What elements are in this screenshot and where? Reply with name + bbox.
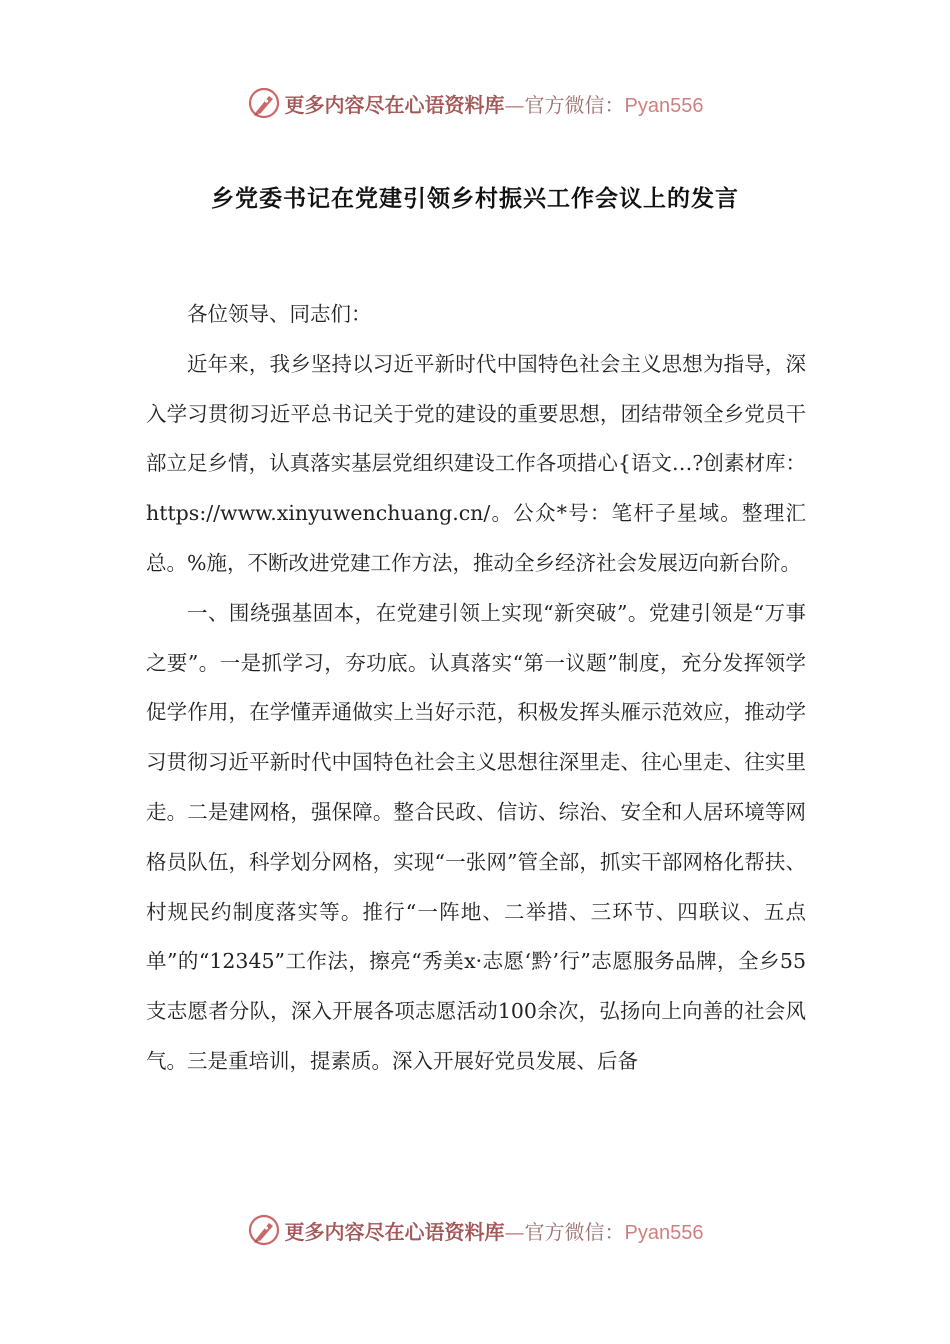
watermark-text: 更多内容尽在心语资料库—官方微信：Pyan556 [284, 92, 704, 117]
document-title: 乡党委书记在党建引领乡村振兴工作会议上的发言 [211, 186, 739, 212]
document-body [146, 290, 806, 1087]
footer-watermark [0, 1210, 950, 1250]
body-paragraph: 一、围绕强基固本，在党建引领上实现“新突破”。党建引领是“万事之要”。一是抓学习，夯功底。认真落实“第一议题”制度，充分发挥领学促学作用，在学懂弄通做实上当好示范，积极发挥头雁示范效应，推动学习贯彻习近平新时代中国特色社会主义思想往深里走、往心里走、往实里走。二是建网格，强保障。整合民政、信访、综治、安全和人居环境等网格员队伍，科学划分网格，实现“一张网”管全部，抓实干部网格化帮扶、村规民约制度落实等。推行“一阵地、二举措、三环节、四联议、五点单”的“12345”工作法，擦亮“秀美x·志愿‘黔’行”志愿服务品牌，全乡55支志愿者分队，深入开展各项志愿活动100余次，弘扬向上向善的社会风气。三是重培训，提素质。深入开展好党员发展、后备 [146, 600, 806, 1073]
header-watermark [0, 83, 950, 123]
salutation-paragraph: 各位领导、同志们： [187, 302, 372, 326]
watermark-text: 更多内容尽在心语资料库—官方微信：Pyan556 [284, 1219, 704, 1244]
pen-nib-logo-icon [247, 1213, 281, 1247]
pen-nib-logo-icon [247, 86, 281, 120]
body-paragraph: 近年来，我乡坚持以习近平新时代中国特色社会主义思想为指导，深入学习贯彻习近平总书记关于党的建设的重要思想，团结带领全乡党员干部立足乡情，认真落实基层党组织建设工作各项措心{语文…?创素材库：https://www.xinyuwenchuang.cn/。公众*号：笔杆子星域。整理汇总。%施，不断改进党建工作方法，推动全乡经济社会发展迈向新台阶。 [146, 351, 806, 575]
